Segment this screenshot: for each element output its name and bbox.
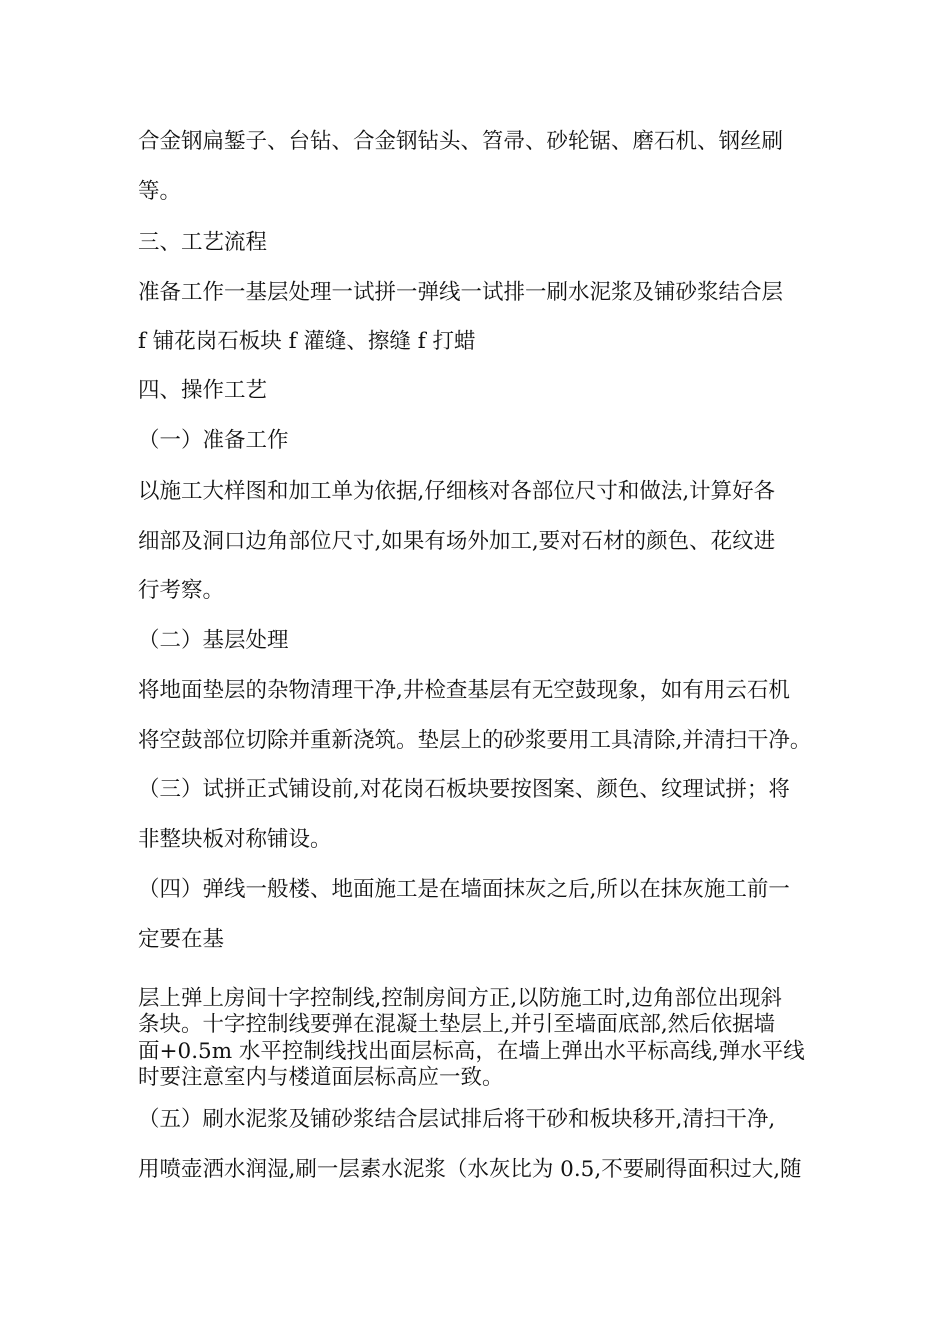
text-line: 层上弹上房间十字控制线,控制房间方正,以防施工时,边角部位出现斜 <box>138 986 783 1011</box>
text-line: 时要注意室内与楼道面层标高应一致。 <box>138 1065 504 1090</box>
text-line: f 铺花岗石板块 f 灌缝、擦缝 f 打蜡 <box>138 329 476 354</box>
text-line: 细部及洞口边角部位尺寸,如果有场外加工,要对石材的颜色、花纹进 <box>138 529 776 554</box>
text-line: 以施工大样图和加工单为依据,仔细核对各部位尺寸和做法,计算好各 <box>138 479 776 504</box>
section-heading: 三、工艺流程 <box>138 230 268 255</box>
text-line: （四）弹线一般楼、地面施工是在墙面抹灰之后,所以在抹灰施工前一 <box>138 877 790 902</box>
text-line: 将空鼓部位切除并重新浇筑。垫层上的砂浆要用工具清除,并清扫干净。 <box>138 728 812 753</box>
text-line: 合金钢扁錾子、台钻、合金钢钻头、笤帚、砂轮锯、磨石机、钢丝刷 <box>138 129 784 154</box>
text-line: 条块。十字控制线要弹在混凝土垫层上,并引至墙面底部,然后依据墙 <box>138 1012 776 1037</box>
text-line: （五）刷水泥浆及铺砂浆结合层试排后将干砂和板块移开,清扫干净, <box>138 1107 776 1132</box>
subsection-heading: （二）基层处理 <box>138 628 289 653</box>
text-line: （三）试拼正式铺设前,对花岗石板块要按图案、颜色、纹理试拼；将 <box>138 777 790 802</box>
text-line: 行考察。 <box>138 578 225 603</box>
text-line: 准备工作一基层处理一试拼一弹线一试排一刷水泥浆及铺砂浆结合层 <box>138 280 784 305</box>
text-line: 将地面垫层的杂物清理干净,井检查基层有无空鼓现象，如有用云石机 <box>138 678 790 703</box>
text-line: 等。 <box>138 179 182 204</box>
text-line: 定要在基 <box>138 927 225 952</box>
text-line: 面+0.5m 水平控制线找出面层标高，在墙上弹出水平标高线,弹水平线 <box>138 1039 805 1064</box>
subsection-heading: （一）准备工作 <box>138 428 289 453</box>
text-line: 用喷壶洒水润湿,刷一层素水泥浆（水灰比为 0.5,不要刷得面积过大,随 <box>138 1157 802 1182</box>
text-line: 非整块板对称铺设。 <box>138 827 332 852</box>
section-heading: 四、操作工艺 <box>138 378 268 403</box>
